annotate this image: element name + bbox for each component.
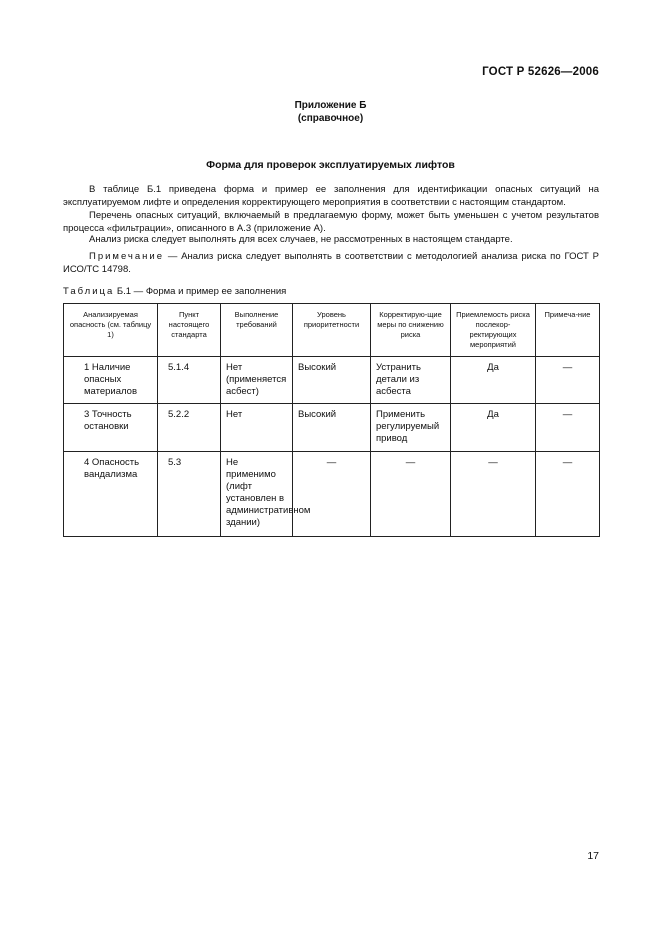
table-caption xyxy=(63,286,286,297)
note-text: — Анализ риска следует выполнять в соответствии с методологией анализа риска по ГОСТ Р ИСО/ТС 14798. xyxy=(63,251,599,275)
paragraph-2-text: Перечень опасных ситуаций, включаемый в предлагаемую форму, может быть уменьшен с учетом результатов процесса «фильтрации», описанного в А.3 (приложение А). xyxy=(63,210,599,234)
section-title: Форма для проверок эксплуатируемых лифтов xyxy=(206,159,455,171)
paragraph-2 xyxy=(63,209,599,235)
header-corrective-measures: Корректирую-щие меры по снижению риска xyxy=(371,304,451,357)
paragraph-3 xyxy=(63,233,599,246)
cell-priority: Высокий xyxy=(293,357,371,404)
hazard-table xyxy=(63,303,600,537)
table-caption-text: Б.1 — Форма и пример ее заполнения xyxy=(114,286,287,297)
table-header-row xyxy=(64,304,600,357)
cell-priority: — xyxy=(293,452,371,537)
cell-note: — xyxy=(536,452,600,537)
cell-risk-acceptability: Да xyxy=(451,357,536,404)
cell-hazard: 3 Точность остановки xyxy=(64,404,158,452)
page-number: 17 xyxy=(587,850,599,862)
paragraph-1 xyxy=(63,183,599,209)
cell-note: — xyxy=(536,357,600,404)
appendix-title: Приложение Б xyxy=(294,100,367,111)
cell-compliance: Нет (применяется асбест) xyxy=(221,357,293,404)
cell-clause: 5.3 xyxy=(158,452,221,537)
table-row xyxy=(64,357,600,404)
cell-clause: 5.1.4 xyxy=(158,357,221,404)
header-risk-acceptability: Приемлемость риска послекор-ректирующих мероприятий xyxy=(451,304,536,357)
cell-corrective-measures: Применить регулируемый привод xyxy=(371,404,451,452)
paragraph-3-text: Анализ риска следует выполнять для всех случаев, не рассмотренных в настоящем стандарте. xyxy=(89,234,513,245)
note xyxy=(63,250,599,276)
header-clause: Пункт настоящего стандарта xyxy=(158,304,221,357)
header-note: Примеча-ние xyxy=(536,304,600,357)
paragraph-1-text: В таблице Б.1 приведена форма и пример ее заполнения для идентификации опасных ситуаций на эксплуатируемом лифте и определения корректирующего мероприятия в соответствии с настоящим стандартом. xyxy=(63,184,599,208)
cell-clause: 5.2.2 xyxy=(158,404,221,452)
table-row xyxy=(64,452,600,537)
appendix-subtitle: (справочное) xyxy=(297,113,364,124)
table-row xyxy=(64,404,600,452)
cell-risk-acceptability: — xyxy=(451,452,536,537)
cell-risk-acceptability: Да xyxy=(451,404,536,452)
cell-hazard: 4 Опасность вандализма xyxy=(64,452,158,537)
header-compliance: Выполнение требований xyxy=(221,304,293,357)
cell-corrective-measures: Устранить детали из асбеста xyxy=(371,357,451,404)
cell-priority: Высокий xyxy=(293,404,371,452)
table-caption-label: Таблица xyxy=(63,286,115,297)
cell-compliance: Нет xyxy=(221,404,293,452)
cell-compliance: Не применимо (лифт установлен в административном здании) xyxy=(221,452,293,537)
document-code: ГОСТ Р 52626—2006 xyxy=(482,66,599,78)
note-label: Примечание xyxy=(89,251,164,262)
cell-note: — xyxy=(536,404,600,452)
cell-hazard: 1 Наличие опасных материалов xyxy=(64,357,158,404)
header-priority: Уровень приоритетности xyxy=(293,304,371,357)
header-hazard: Анализируемая опасность (см. таблицу 1) xyxy=(64,304,158,357)
cell-corrective-measures: — xyxy=(371,452,451,537)
